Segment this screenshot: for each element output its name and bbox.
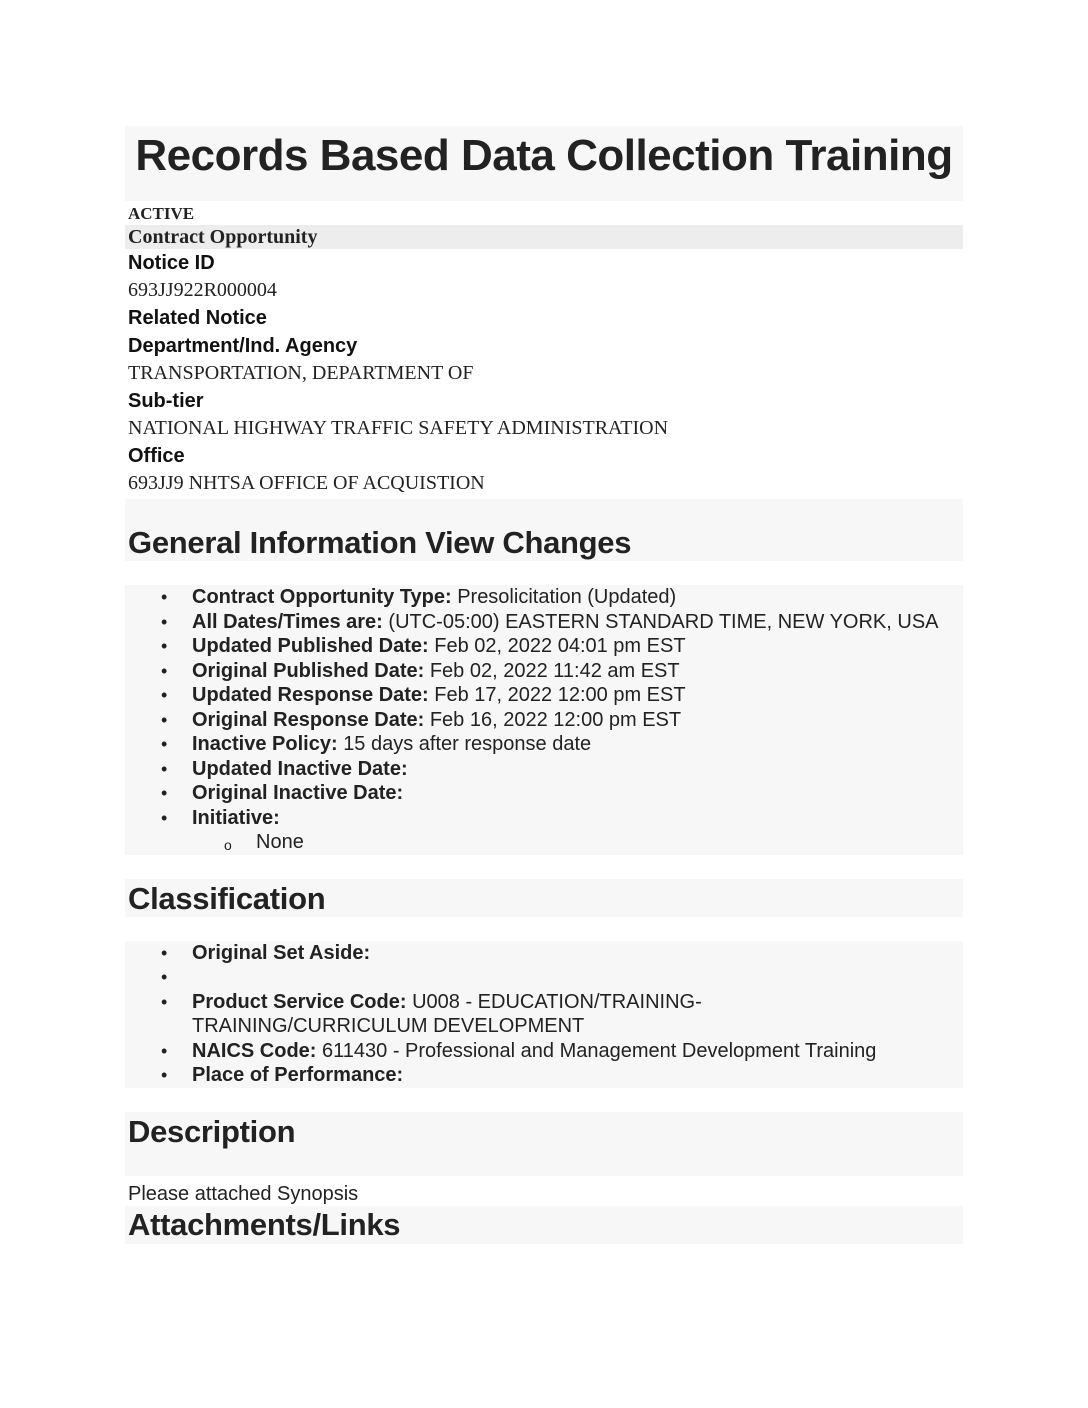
office-value: 693JJ9 NHTSA OFFICE OF ACQUISTION [128, 472, 485, 494]
list-item: • Updated Response Date: Feb 17, 2022 12:00 pm EST [192, 683, 963, 708]
list-item: • Contract Opportunity Type: Presolicitation (Updated) [192, 585, 963, 610]
description-heading: Description [125, 1112, 963, 1152]
list-item: o None [256, 830, 953, 855]
description-text: Please attached Synopsis [128, 1182, 359, 1205]
department-label: Department/Ind. Agency [128, 335, 358, 357]
contract-type-label: Contract Opportunity [125, 225, 963, 249]
list-item: • Product Service Code: U008 - EDUCATION/TRAINING-TRAINING/CURRICULUM DEVELOPMENT [192, 990, 963, 1039]
list-item: • Initiative: o None [192, 806, 963, 855]
page-title: Records Based Data Collection Training [135, 131, 953, 180]
subtier-value: NATIONAL HIGHWAY TRAFFIC SAFETY ADMINISTRATION [128, 417, 669, 439]
department-value: TRANSPORTATION, DEPARTMENT OF [128, 362, 474, 384]
description-box [125, 1112, 963, 1176]
classification-list [125, 941, 963, 1088]
list-item: • All Dates/Times are: (UTC-05:00) EASTERN STANDARD TIME, NEW YORK, USA [192, 610, 963, 635]
list-item: • Original Response Date: Feb 16, 2022 12:00 pm EST [192, 708, 963, 733]
general-info-list-box [125, 585, 963, 855]
classification-list-box [125, 941, 963, 1088]
attachments-heading: Attachments/Links [125, 1206, 963, 1244]
initiative-sublist [192, 830, 953, 855]
notice-id-value: 693JJ922R000004 [128, 279, 277, 301]
list-item: • NAICS Code: 611430 - Professional and Management Development Training [192, 1039, 963, 1064]
notice-id-label: Notice ID [128, 252, 215, 274]
title-banner [125, 126, 963, 201]
list-item [192, 965, 963, 990]
general-info-list [125, 585, 963, 855]
notice-page [125, 126, 963, 1244]
classification-heading: Classification [125, 879, 963, 917]
subtier-label: Sub-tier [128, 390, 204, 412]
list-item: • Place of Performance: [192, 1063, 963, 1088]
list-item: • Inactive Policy: 15 days after response date [192, 732, 963, 757]
list-item: • Updated Inactive Date: [192, 757, 963, 782]
list-item: • Updated Published Date: Feb 02, 2022 04:01 pm EST [192, 634, 963, 659]
list-item: • Original Published Date: Feb 02, 2022 11:42 am EST [192, 659, 963, 684]
status-label: ACTIVE [128, 204, 195, 223]
list-item: • Original Set Aside: [192, 941, 963, 966]
list-item: • Original Inactive Date: [192, 781, 963, 806]
related-notice-label: Related Notice [128, 307, 267, 329]
general-info-heading: General Information View Changes [125, 499, 963, 561]
office-label: Office [128, 445, 185, 467]
